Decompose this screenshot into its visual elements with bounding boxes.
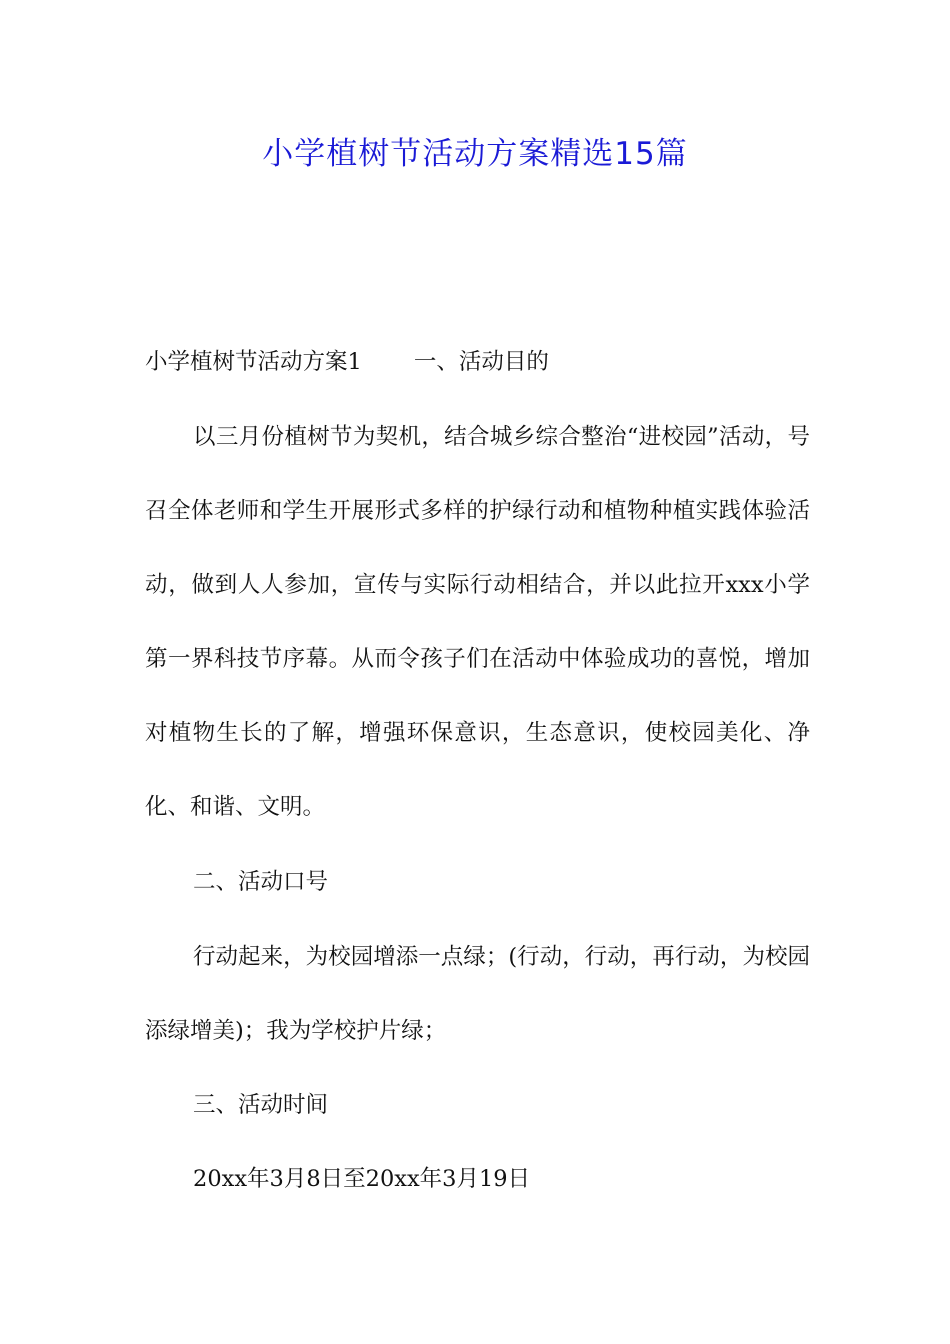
- section-heading-purpose: 一、活动目的: [413, 349, 549, 375]
- slogan-heading-block: [145, 845, 810, 919]
- section-heading-time: 三、活动时间: [193, 1092, 329, 1118]
- paragraph-time: 20xx年3月8日至20xx年3月19日: [193, 1166, 531, 1192]
- intro-line: [145, 325, 810, 399]
- paragraph-slogan: 行动起来，为校园增添一点绿；(行动，行动，再行动，为校园添绿增美)；我为学校护片绿；: [145, 944, 810, 1044]
- section-heading-slogan: 二、活动口号: [193, 869, 329, 895]
- slogan-section: [145, 920, 810, 1068]
- paragraph-purpose: 以三月份植树节为契机，结合城乡综合整治“进校园”活动，号召全体老师和学生开展形式多样的护绿行动和植物种植实践体验活动，做到人人参加，宣传与实际行动相结合，并以此拉开xxx小学第一界科技节序幕。从而令孩子们在活动中体验成功的喜悦，增加对植物生长的了解，增强环保意识，生态意识，使校园美化、净化、和谐、文明。: [145, 424, 810, 820]
- document-title: 小学植树节活动方案精选15篇: [262, 136, 688, 172]
- time-heading-block: [145, 1068, 810, 1142]
- time-section: [145, 1142, 810, 1216]
- purpose-section: [145, 400, 810, 844]
- plan-label: 小学植树节活动方案1: [145, 349, 362, 375]
